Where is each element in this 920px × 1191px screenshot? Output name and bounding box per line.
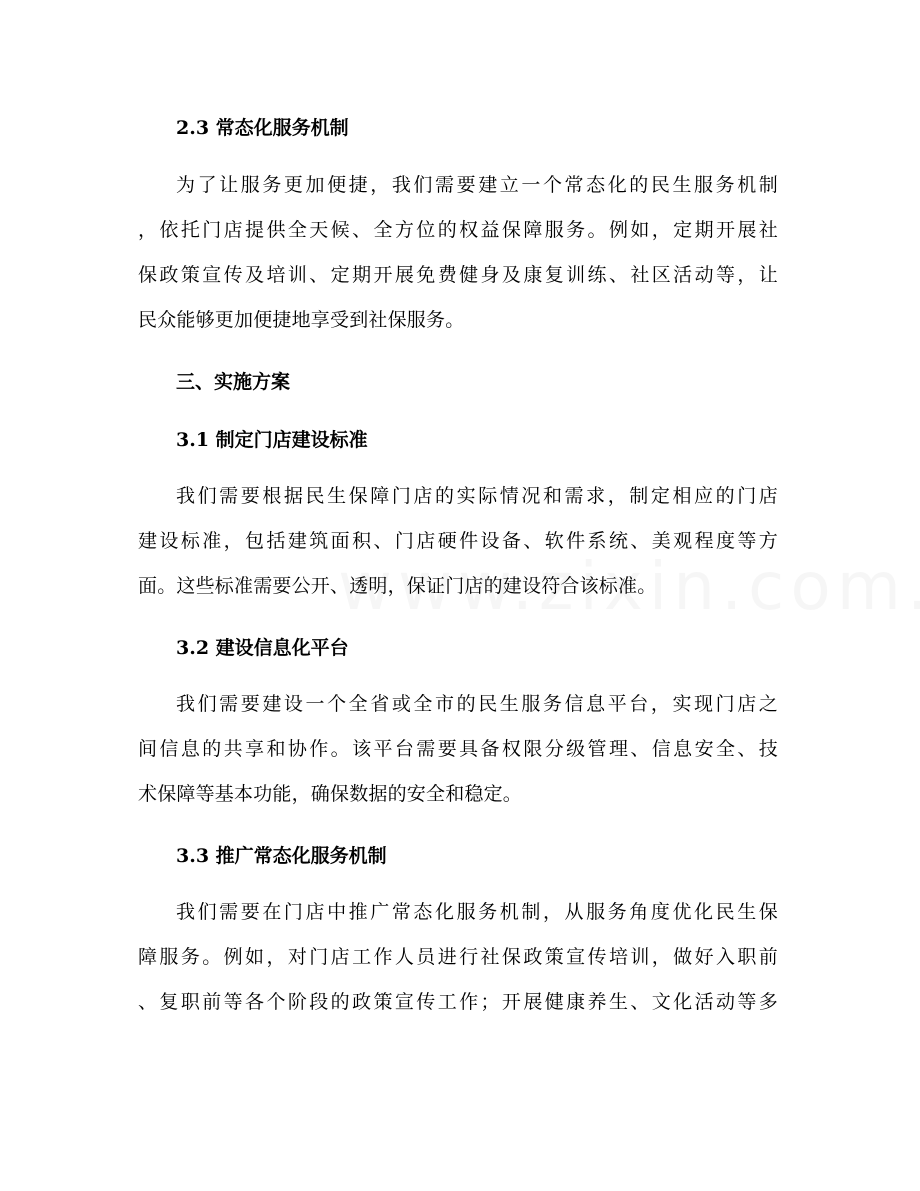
paragraph-line: 民众能够更加便捷地享受到社保服务。 (138, 309, 465, 331)
paragraph-line: 间信息的共享和协作。该平台需要具备权限分级管理、信息安全、技 (138, 738, 778, 760)
paragraph-line: 障服务。例如，对门店工作人员进行社保政策宣传培训，做好入职前 (138, 946, 778, 968)
paragraph-3-3 (138, 890, 778, 1025)
paragraph-line: 面。这些标准需要公开、透明，保证门店的建设符合该标准。 (138, 575, 657, 597)
paragraph-3-1 (138, 474, 778, 609)
paragraph-line: 术保障等基本功能，确保数据的安全和稳定。 (138, 783, 523, 805)
paragraph-line: 我们需要根据民生保障门店的实际情况和需求，制定相应的门店 (176, 485, 778, 507)
paragraph-3-2 (138, 682, 778, 817)
heading-3: 三、实施方案 (176, 371, 291, 393)
paragraph-line: 、复职前等各个阶段的政策宣传工作；开展健康养生、文化活动等多 (138, 991, 778, 1013)
paragraph-line: 我们需要建设一个全省或全市的民生服务信息平台，实现门店之 (176, 693, 778, 715)
paragraph-line: 保政策宣传及培训、定期开展免费健身及康复训练、社区活动等，让 (138, 264, 778, 286)
paragraph-2-3 (138, 163, 778, 343)
paragraph-line: 为了让服务更加便捷，我们需要建立一个常态化的民生服务机制 (176, 174, 778, 196)
paragraph-line: 我们需要在门店中推广常态化服务机制，从服务角度优化民生保 (176, 901, 778, 923)
paragraph-line: ，依托门店提供全天候、全方位的权益保障服务。例如，定期开展社 (138, 219, 778, 241)
heading-3-2: 3.2 建设信息化平台 (176, 637, 349, 659)
heading-3-1: 3.1 制定门店建设标准 (176, 429, 368, 451)
heading-3-3: 3.3 推广常态化服务机制 (176, 845, 387, 867)
heading-2-3: 2.3 常态化服务机制 (176, 117, 349, 139)
paragraph-line: 建设标准，包括建筑面积、门店硬件设备、软件系统、美观程度等方 (138, 530, 778, 552)
